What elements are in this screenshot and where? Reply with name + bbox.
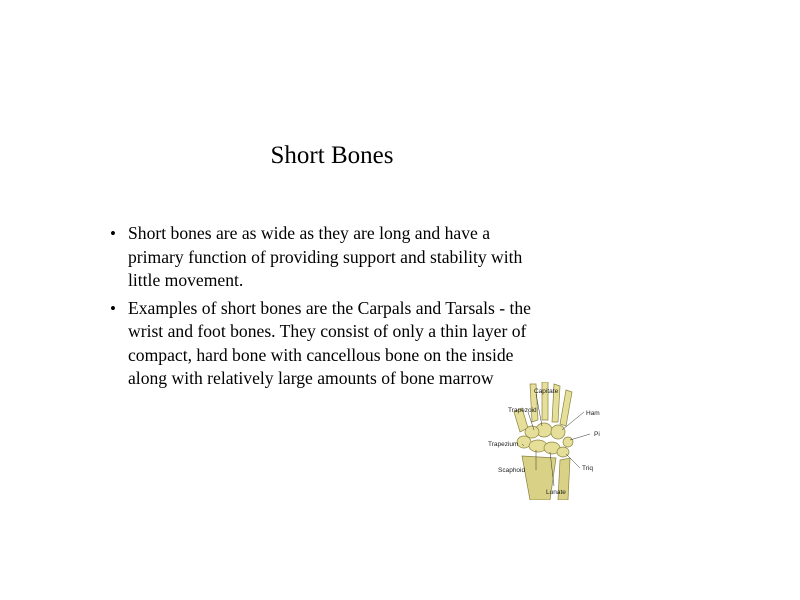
label-trapezium: Trapezium	[488, 441, 519, 448]
label-trapezoid: Trapezoid	[508, 407, 537, 414]
bullet-item	[108, 297, 548, 391]
label-capitate: Capitate	[534, 388, 559, 395]
bullet-list	[108, 222, 548, 395]
label-pisiform: Pi	[594, 431, 600, 438]
label-hamate: Ham	[586, 410, 600, 417]
label-triquetrum: Triq	[582, 465, 593, 472]
bullet-text: Short bones are as wide as they are long and have a primary function of providing support and stability with little movement.	[128, 223, 523, 290]
label-lunate: Lunate	[546, 489, 566, 496]
bullet-text: Examples of short bones are the Carpals and Tarsals - the wrist and foot bones. They consist of only a thin layer of compact, hard bone with cancellous bone on the inside along with relatively large amounts of bone marrow	[128, 297, 531, 388]
slide-title: Short Bones	[270, 142, 394, 169]
bullet-glyph: •	[110, 298, 116, 318]
label-scaphoid: Scaphoid	[498, 467, 526, 474]
wrist-bones-illustration	[478, 382, 608, 500]
bullet-glyph: •	[110, 224, 116, 243]
bullet-item	[108, 222, 548, 293]
wrist-bones-figure	[478, 382, 608, 500]
